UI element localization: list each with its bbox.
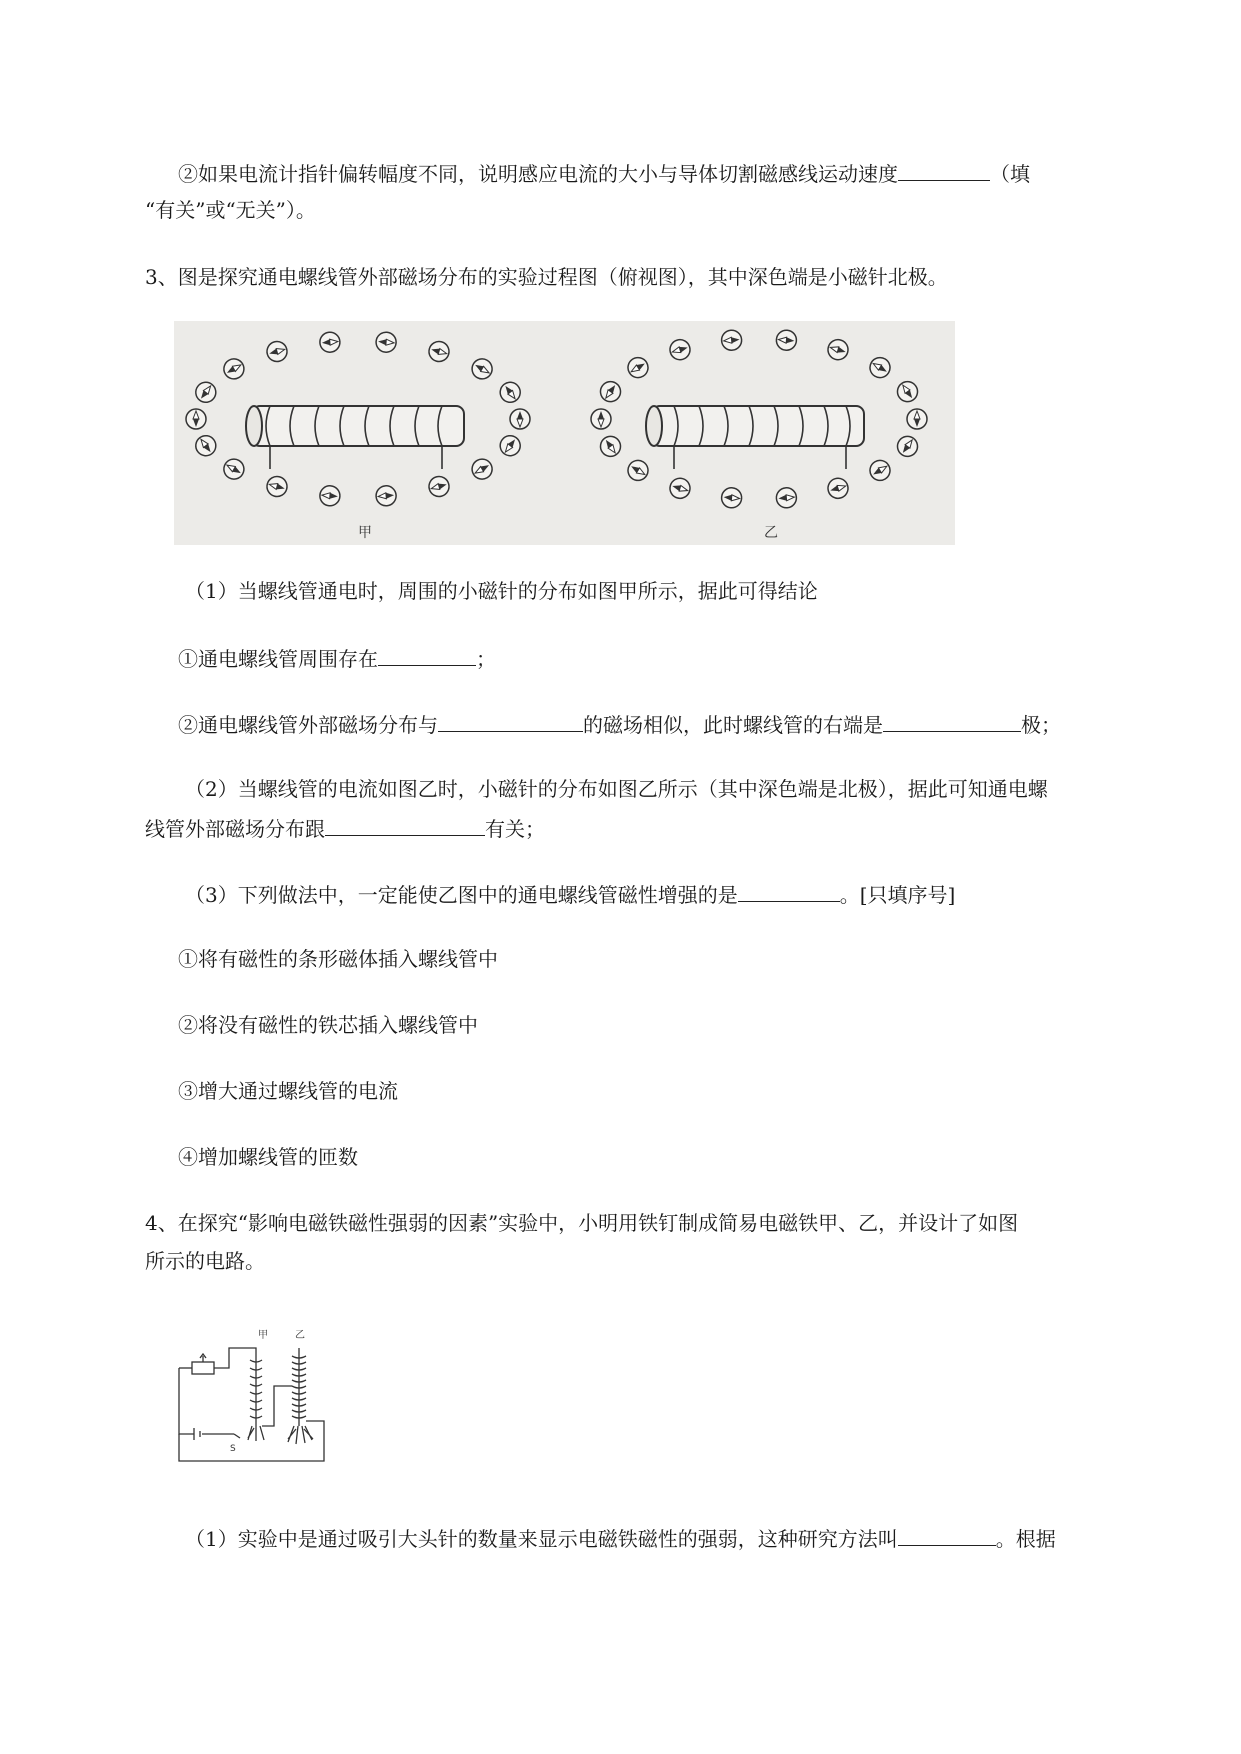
q3-part1-item1-end: ；: [476, 647, 496, 671]
answer-blank[interactable]: [738, 879, 840, 902]
q3-part1-item1: [178, 643, 496, 673]
figure-label-jia: 甲: [358, 525, 372, 541]
figure-label-jia: 甲: [258, 1330, 268, 1341]
q4-stem-line1: 4、在探究“影响电磁铁磁性强弱的因素”实验中，小明用铁钉制成简易电磁铁甲、乙，并设计了如图: [145, 1211, 1019, 1235]
answer-blank[interactable]: [883, 709, 1021, 732]
q3-part3: [185, 879, 955, 909]
q4-stem-line2: 所示的电路。: [145, 1249, 265, 1273]
solenoid-compass-figure: [174, 321, 955, 545]
q4-part1-text: （1）实验中是通过吸引大头针的数量来显示电磁铁磁性的强弱，这种研究方法叫: [185, 1527, 898, 1551]
q3-part1-item2-text-b: 的磁场相似，此时螺线管的右端是: [583, 713, 883, 737]
q3-part1-item2-text-c: 极；: [1021, 713, 1061, 737]
q2-item2-text: ②如果电流计指针偏转幅度不同，说明感应电流的大小与导体切割磁感线运动速度: [178, 162, 898, 186]
answer-blank[interactable]: [898, 158, 990, 181]
compass-needle-icon: [721, 487, 743, 509]
q3-part2-end: 有关；: [485, 817, 545, 841]
q3-part1-item2: [178, 709, 1061, 739]
electromagnet-circuit-figure: [174, 1326, 344, 1468]
compass-needle-icon: [907, 409, 927, 429]
compass-needle-icon: [319, 485, 341, 507]
compass-needle-icon: [776, 487, 798, 509]
q3-part2-line2: [145, 813, 545, 843]
q3-part3-end: 。[只填序号]: [839, 883, 956, 907]
compass-needle-icon: [319, 331, 341, 353]
q3-part1-item2-text-a: ②通电螺线管外部磁场分布与: [178, 713, 438, 737]
q3-part2-text: 线管外部磁场分布跟: [145, 817, 325, 841]
answer-blank[interactable]: [325, 813, 485, 836]
q3-option-4: ④增加螺线管的匝数: [178, 1145, 358, 1169]
q3-option-3: ③增大通过螺线管的电流: [178, 1079, 398, 1103]
q4-part1: [185, 1523, 1056, 1553]
compass-needle-icon: [375, 331, 397, 353]
figure-label-yi: 乙: [295, 1330, 305, 1341]
q3-part3-text: （3）下列做法中，一定能使乙图中的通电螺线管磁性增强的是: [185, 883, 738, 907]
answer-blank[interactable]: [438, 709, 583, 732]
q3-part2-line1: （2）当螺线管的电流如图乙时，小磁针的分布如图乙所示（其中深色端是北极），据此可知通电螺: [185, 777, 1048, 801]
q3-option-2: ②将没有磁性的铁芯插入螺线管中: [178, 1013, 478, 1037]
compass-needle-icon: [375, 485, 397, 507]
q4-part1-end: 。根据: [995, 1527, 1056, 1551]
circuit-diagram: [174, 1326, 344, 1468]
q2-item2-line2: “有关”或“无关”）。: [145, 198, 316, 222]
answer-blank[interactable]: [378, 643, 476, 666]
q2-item2-line1: [178, 158, 1030, 188]
compass-needle-icon: [776, 329, 798, 351]
compass-needle-icon: [591, 409, 611, 429]
q3-option-1: ①将有磁性的条形磁体插入螺线管中: [178, 947, 498, 971]
q3-stem: 3、图是探究通电螺线管外部磁场分布的实验过程图（俯视图），其中深色端是小磁针北极。: [145, 265, 948, 289]
compass-needle-icon: [186, 409, 206, 429]
q3-part1-item1-text: ①通电螺线管周围存在: [178, 647, 378, 671]
figure-label-switch: S: [230, 1444, 236, 1454]
q3-part1: （1）当螺线管通电时，周围的小磁针的分布如图甲所示，据此可得结论: [185, 579, 818, 603]
answer-blank[interactable]: [898, 1523, 996, 1546]
solenoid-diagram: [174, 321, 955, 545]
q2-item2-fill-hint: （填: [990, 162, 1030, 186]
compass-needle-icon: [510, 409, 530, 429]
figure-label-yi: 乙: [764, 525, 778, 541]
compass-needle-icon: [721, 329, 743, 351]
